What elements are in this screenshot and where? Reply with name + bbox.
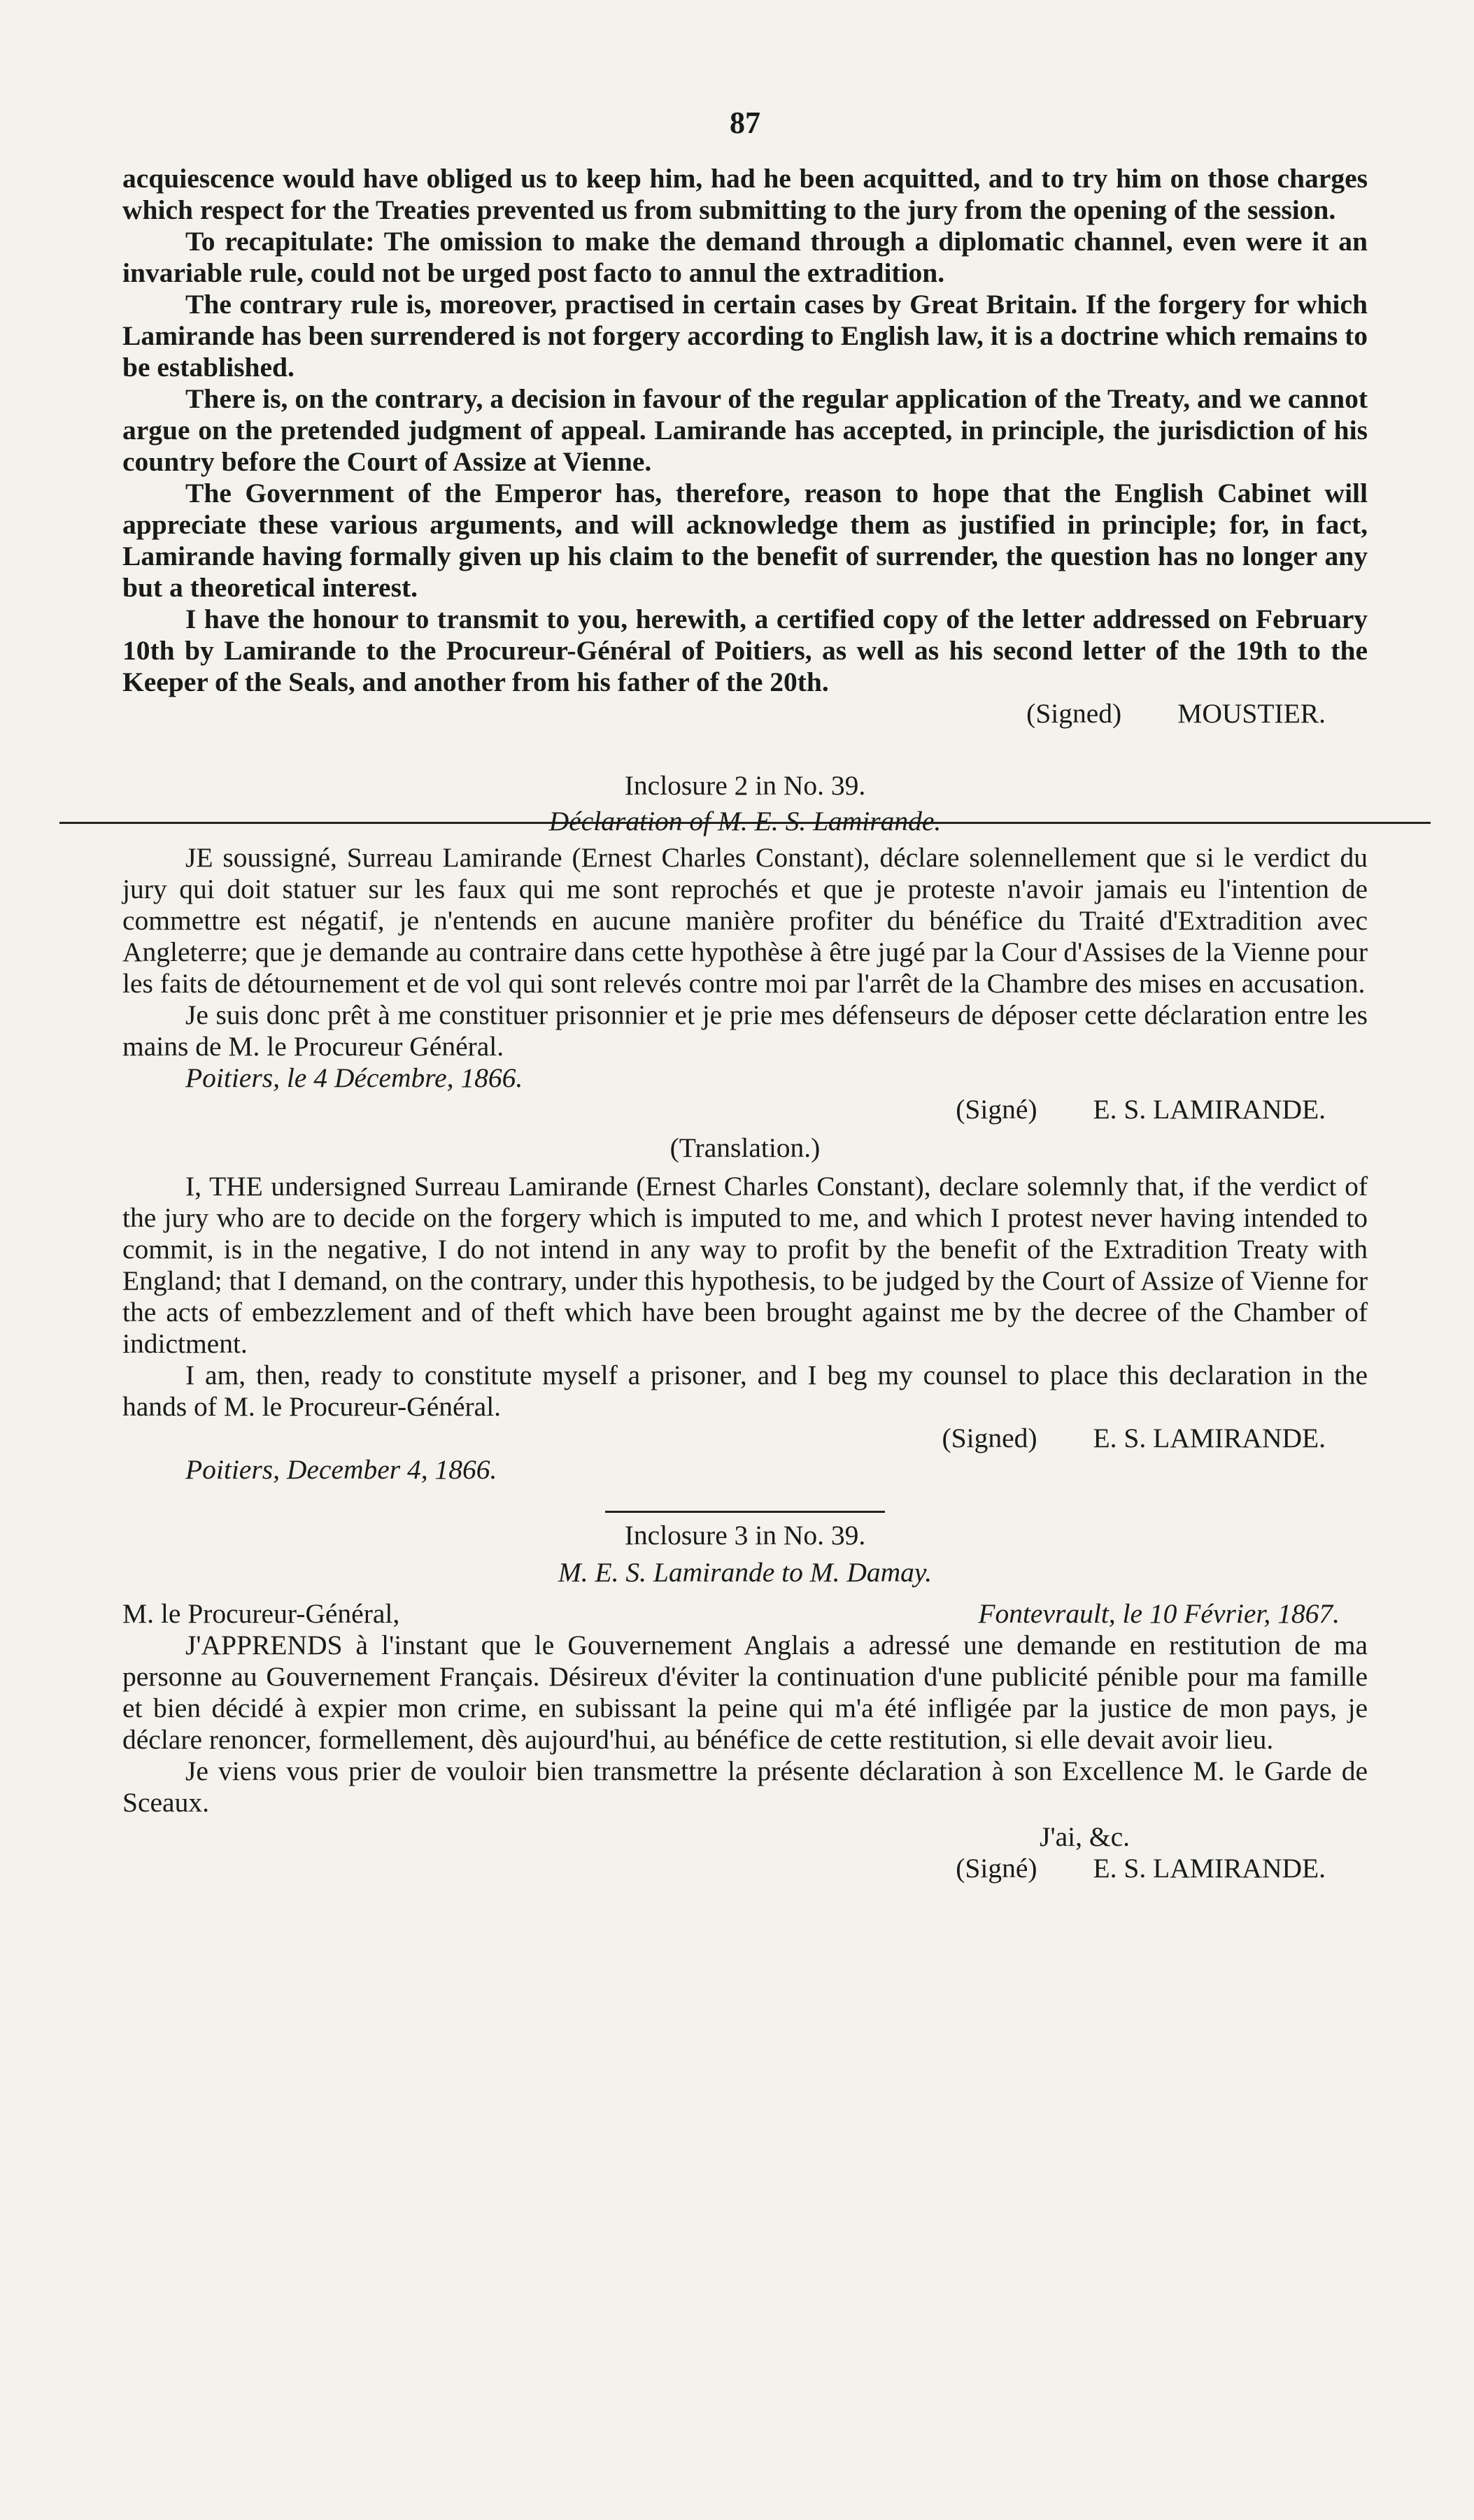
paragraph: I, THE undersigned Surreau Lamirande (Ernest Charles Constant), declare solemnly that, if the verdict of the jury who are to decide on the forgery which is imputed to me, and which I protest never having intended to commit, is in the negative, I do not intend in any way to profit by the benefit of the Extradition Treaty with England; that I demand, on the contrary, under this hypothesis, to be judged by the Court of Assize of Vienne for the acts of embezzlement and of theft which have been brought against me by the decree of the Chamber of indictment. <box>122 1171 1368 1359</box>
paragraph: There is, on the contrary, a decision in favour of the regular application of the Treaty, and we cannot argue on the pretended judgment of appeal. Lamirande has accepted, in principle, the jurisdiction of his country before the Court of Assize at Vienne. <box>122 383 1368 477</box>
paragraph: The Government of the Emperor has, therefore, reason to hope that the English Cabinet will appreciate these various arguments, and will acknowledge them as justified in principle; for, in fact, Lamirande having formally given up his claim to the benefit of surrender, the question has no longer any but a theoretical interest. <box>122 478 1368 603</box>
paragraph: The contrary rule is, moreover, practised in certain cases by Great Britain. If the forgery for which Lamirande has been surrendered is not forgery according to English law, it is a doctrine which remains to be established. <box>122 289 1368 383</box>
inclosure-subheading: M. E. S. Lamirande to M. Damay. <box>558 1557 933 1588</box>
signed-name: E. S. LAMIRANDE. <box>1093 1423 1326 1453</box>
paragraph: Je viens vous prier de vouloir bien transmettre la présente déclaration à son Excellence M. le Garde de Sceaux. <box>122 1756 1368 1818</box>
signature-line <box>122 1423 1368 1454</box>
signed-label: (Signé) <box>956 1094 1037 1125</box>
salutation: M. le Procureur-Général, <box>122 1598 400 1629</box>
paragraph: To recapitulate: The omission to make the demand through a diplomatic channel, even were it an invariable rule, could not be urged post facto to annul the extradition. <box>122 226 1368 288</box>
signed-label: (Signed) <box>1026 698 1122 729</box>
place-date: Poitiers, December 4, 1866. <box>185 1454 497 1485</box>
signed-label: (Signed) <box>942 1423 1037 1453</box>
place-date: Fontevrault, le 10 Février, 1867. <box>978 1598 1340 1629</box>
divider <box>605 1511 885 1513</box>
paragraph: acquiescence would have obliged us to keep him, had he been acquitted, and to try him on those charges which respect for the Treaties prevented us from submitting to the jury from the opening of the session. <box>122 163 1368 225</box>
paragraph: I am, then, ready to constitute myself a prisoner, and I beg my counsel to place this declaration in the hands of M. le Procureur-Général. <box>122 1360 1368 1422</box>
signed-name: E. S. LAMIRANDE. <box>1093 1094 1326 1125</box>
place-date: Poitiers, le 4 Décembre, 1866. <box>185 1062 523 1093</box>
signed-label: (Signé) <box>956 1853 1037 1884</box>
letter-body <box>122 163 1368 698</box>
signature-line <box>122 1094 1368 1125</box>
document-page <box>122 105 1368 1884</box>
closing: J'ai, &c. <box>1040 1821 1130 1852</box>
paragraph: I have the honour to transmit to you, herewith, a certified copy of the letter addressed on February 10th by Lamirande to the Procureur-Général of Poitiers, as well as his second letter of the 19th to the Keeper of the Seals, and another from his father of the 20th. <box>122 604 1368 697</box>
translation-heading: (Translation.) <box>669 1132 821 1163</box>
page-number: 87 <box>730 106 760 140</box>
closing-line <box>122 1821 1368 1853</box>
signed-name: E. S. LAMIRANDE. <box>1093 1853 1326 1884</box>
signature-line <box>122 698 1368 729</box>
signed-name: MOUSTIER. <box>1177 698 1326 729</box>
paragraph: J'APPRENDS à l'instant que le Gouvernement Anglais a adressé une demande en restitution de ma personne au Gouvernement Français. Désireux d'éviter la continuation d'une publicité pénible pour ma famille et bien décidé à expier mon crime, en subissant la peine qui m'a été infligée par la justice de mon pays, je déclare renoncer, formellement, dès aujourd'hui, au bénéfice de cette restitution, si elle devait avoir lieu. <box>122 1630 1368 1755</box>
paragraph: Je suis donc prêt à me constituer prisonnier et je prie mes défenseurs de déposer cette déclaration entre les mains de M. le Procureur Général. <box>122 999 1368 1062</box>
paragraph: JE soussigné, Surreau Lamirande (Ernest Charles Constant), déclare solennellement que si le verdict du jury qui doit statuer sur les faux qui me sont reprochés et que je proteste n'avoir jamais eu l'intention de commettre est négatif, je n'entends en aucune manière profiter du bénéfice du Traité d'Extradition avec Angleterre; que je demande au contraire dans cette hypothèse à être jugé par la Cour d'Assises de la Vienne pour les faits de détournement et de vol qui sont relevés contre moi par l'arrêt de la Chambre des mises en accusation. <box>122 842 1368 999</box>
signature-line <box>122 1853 1368 1884</box>
salutation-line <box>122 1598 1368 1630</box>
inclosure-subheading: Déclaration of M. E. S. Lamirande. <box>548 806 942 837</box>
inclosure-heading: Inclosure 3 in No. 39. <box>624 1520 866 1551</box>
inclosure-heading: Inclosure 2 in No. 39. <box>624 770 866 801</box>
